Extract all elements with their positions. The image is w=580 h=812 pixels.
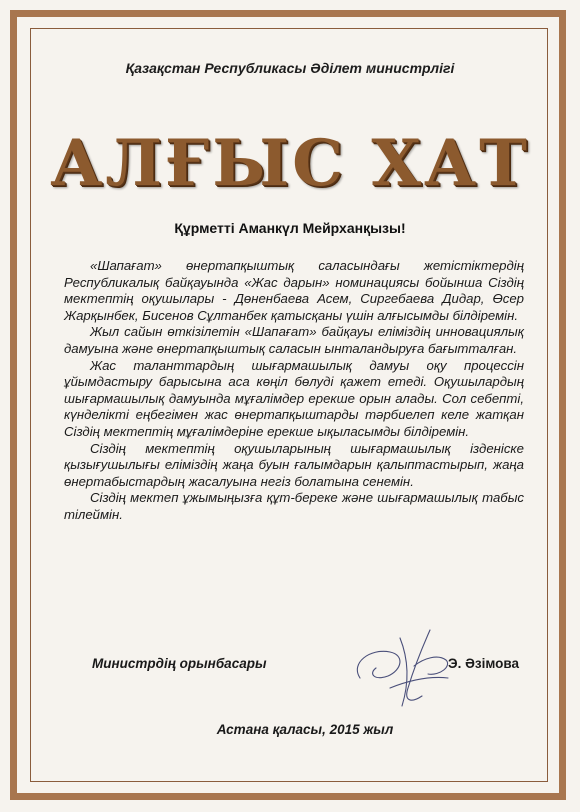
signatory-name: Э. Әзімова (448, 656, 520, 671)
document-title: АЛҒЫС ХАТ (50, 126, 530, 201)
ministry-header: Қазақстан Республикасы Әділет министрлігі (125, 60, 455, 76)
paragraph-5: Сіздің мектеп ұжымыңызға құт-береке және шығармашылық табыс тілеймін. (64, 490, 524, 522)
place-and-year: Астана қаласы, 2015 жыл (216, 722, 394, 737)
letter-body (64, 258, 524, 524)
paragraph-3: Жас таланттардың шығармашылық дамуы оқу процессін ұйымдастыру барысына аса көңіл бөлуді қажет етеді. Оқушылардың шығармашылық дамуында мұғалімдер ерекше орын алады. Сол себепті, күнделікті еңбегімен жас өнертапқыштарды тәрбиелеп келе жатқан Сіздің мектептің мұғалімдеріне ерекше ықыласымды білдіремін. (64, 357, 524, 439)
greeting: Құрметті Аманкүл Мейрханқызы! (174, 220, 406, 236)
paragraph-1: «Шапағат» өнертапқыштық саласындағы жетістіктердің Республикалық байқауында «Жас дарын» номинациясы бойынша Сіздің мектептің оқушылары - Дөненбаева Асем, Сиргебаева Дидар, Өсер Жарқынбек, Бисенов Сұлтанбек қатысқаны үшін алғысымды білдіремін. (64, 258, 524, 323)
paragraph-4: Сіздің мектептің оқушыларының шығармашылық ізденіске қызығушылығы еліміздің жаңа буын ғалымдарын қалыптастырып, жаңа өнертабыстардың жасалуына негіз болатына сенемін. (64, 440, 524, 489)
signatory-title: Министрдің орынбасары (92, 656, 267, 671)
paragraph-2: Жыл сайын өткізілетін «Шапағат» байқауы еліміздің инновациялық дамуына және өнертапқыштық саласын ынталандыруға бағытталған. (64, 324, 524, 356)
